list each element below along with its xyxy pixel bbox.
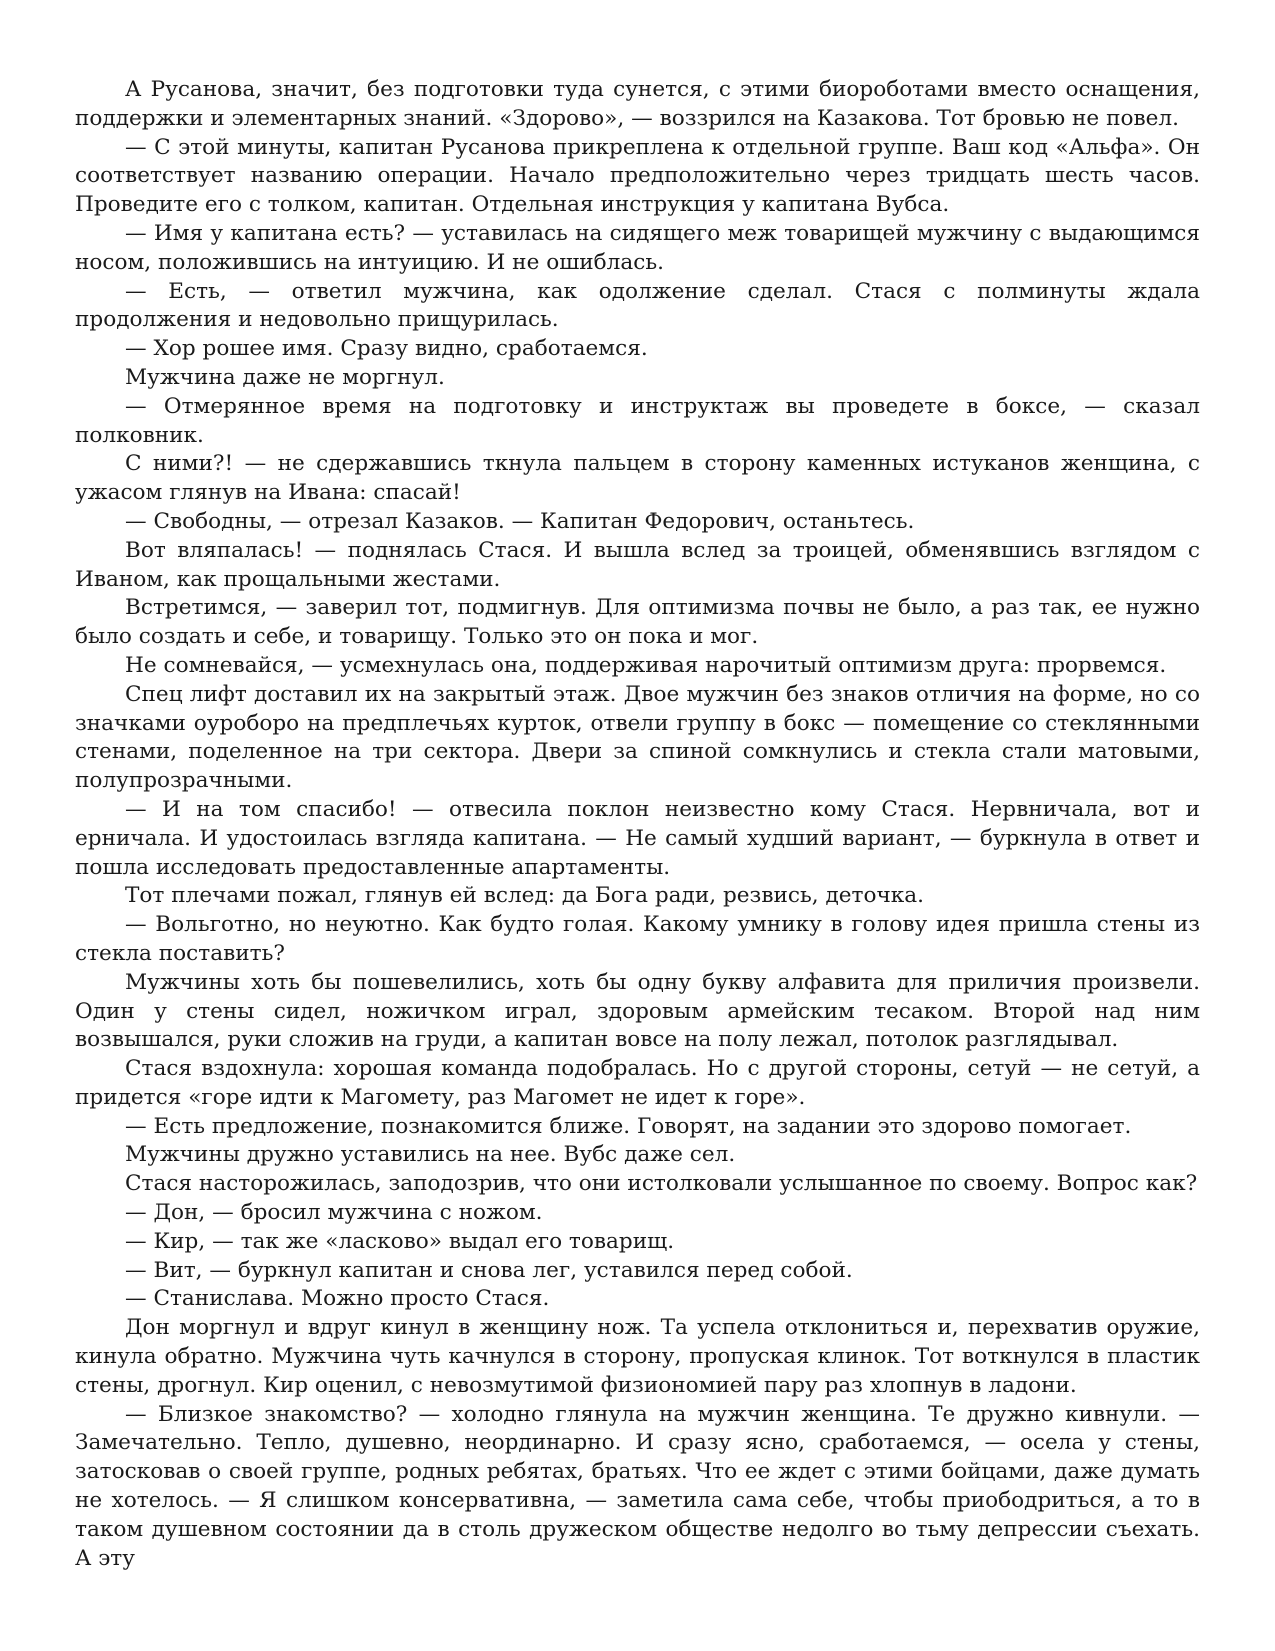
paragraph: — Имя у капитана есть? — уставилась на сидящего меж товарищей мужчину с выдающимся носом, положившись на интуицию. И не ошиблась. [75, 220, 1200, 275]
paragraph: — Отмерянное время на подготовку и инструктаж вы проведете в боксе, — сказал полковник. [75, 393, 1200, 448]
paragraph: Мужчины дружно уставились на нее. Вубс даже сел. [125, 1142, 736, 1168]
paragraph: — Есть предложение, познакомится ближе. Говорят, на задании это здорово помогает. [125, 1113, 1132, 1139]
paragraph: — Хор рошее имя. Сразу видно, сработаемся. [125, 336, 648, 362]
paragraph: Стася вздохнула: хорошая команда подобралась. Но с другой стороны, сетуй — не сетуй, а придется «горе идти к Магомету, раз Магомет не идет к горе». [75, 1056, 1200, 1110]
body-text [75, 76, 1200, 1573]
paragraph: — И на том спасибо! — отвесила поклон неизвестно кому Стася. Нервничала, вот и ерничала. И удостоилась взгляда капитана. — Не самый худший вариант, — буркнула в ответ и пошла исследовать предоставленные апартаменты. [75, 796, 1200, 880]
paragraph: — Свободны, — отрезал Казаков. — Капитан Федорович, останьтесь. [125, 508, 915, 534]
paragraph: Не сомневайся, — усмехнулась она, поддерживая нарочитый оптимизм друга: прорвемся. [125, 652, 1167, 678]
paragraph: — Близкое знакомство? — холодно глянула на мужчин женщина. Те дружно кивнули. — Замечательно. Тепло, душевно, неординарно. И сразу ясно, сработаемся, — осела у стены, затосковав о своей группе, родных ребятах, братьях. Что ее ждет с этими бойцами, даже думать не хотелось. — Я слишком консервативна, — заметила сама себе, чтобы приободриться, а то в таком душевном состоянии да в столь дружеском обществе недолго во тьму депрессии съехать. А эту [75, 1401, 1200, 1571]
paragraph: — Кир, — так же «ласково» выдал его товарищ. [125, 1228, 675, 1254]
paragraph: Вот вляпалась! — поднялась Стася. И вышла вслед за троицей, обменявшись взглядом с Иваном, как прощальными жестами. [75, 537, 1200, 592]
paragraph: — Станислава. Можно просто Стася. [125, 1286, 550, 1312]
paragraph: — Есть, — ответил мужчина, как одолжение сделал. Стася с полминуты ждала продолжения и недовольно прищурилась. [75, 278, 1200, 333]
paragraph: — Дон, — бросил мужчина с ножом. [125, 1200, 543, 1226]
paragraph: — Вольготно, но неуютно. Как будто голая. Какому умнику в голову идея пришла стены из стекла поставить? [75, 912, 1200, 966]
paragraph: — С этой минуты, капитан Русанова прикреплена к отдельной группе. Ваш код «Альфа». Он соответствует названию операции. Начало предположительно через тридцать шесть часов. Проведите его с толком, капитан. Отдельная инструкция у капитана Вубса. [75, 134, 1200, 218]
paragraph: — Вит, — буркнул капитан и снова лег, уставился перед собой. [125, 1257, 853, 1283]
paragraph: Дон моргнул и вдруг кинул в женщину нож. Та успела отклониться и, перехватив оружие, кинула обратно. Мужчина чуть качнулся в сторону, пропуская клинок. Тот воткнулся в пластик стены, дрогнул. Кир оценил, с невозмутимой физиономией пару раз хлопнув в ладони. [75, 1315, 1200, 1398]
paragraph: Стася насторожилась, заподозрив, что они истолковали услышанное по своему. Вопрос как? [125, 1171, 1198, 1197]
paragraph: Мужчина даже не моргнул. [125, 364, 445, 390]
paragraph: Встретимся, — заверил тот, подмигнув. Для оптимизма почвы не было, а раз так, ее нужно было создать и себе, и товарищу. Только это он пока и мог. [75, 595, 1200, 650]
paragraph: Мужчины хоть бы пошевелились, хоть бы одну букву алфавита для приличия произвели. Один у стены сидел, ножичком играл, здоровым армейским тесаком. Второй над ним возвышался, руки сложив на груди, а капитан вовсе на полу лежал, потолок разглядывал. [75, 969, 1200, 1053]
paragraph: А Русанова, значит, без подготовки туда сунется, с этими биороботами вместо оснащения, поддержки и элементарных знаний. «Здорово», — воззрился на Казакова. Тот бровью не повел. [75, 77, 1200, 131]
paragraph: Спец лифт доставил их на закрытый этаж. Двое мужчин без знаков отличия на форме, но со значками оуроборо на предплечьях курток, отвели группу в бокс — помещение со стеклянными стенами, поделенное на три сектора. Двери за спиной сомкнулись и стекла стали матовыми, полупрозрачными. [75, 681, 1200, 794]
paragraph: Тот плечами пожал, глянув ей вслед: да Бога ради, резвись, деточка. [125, 883, 924, 909]
paragraph: С ними?! — не сдержавшись ткнула пальцем в сторону каменных истуканов женщина, с ужасом глянув на Ивана: спасай! [75, 451, 1200, 506]
